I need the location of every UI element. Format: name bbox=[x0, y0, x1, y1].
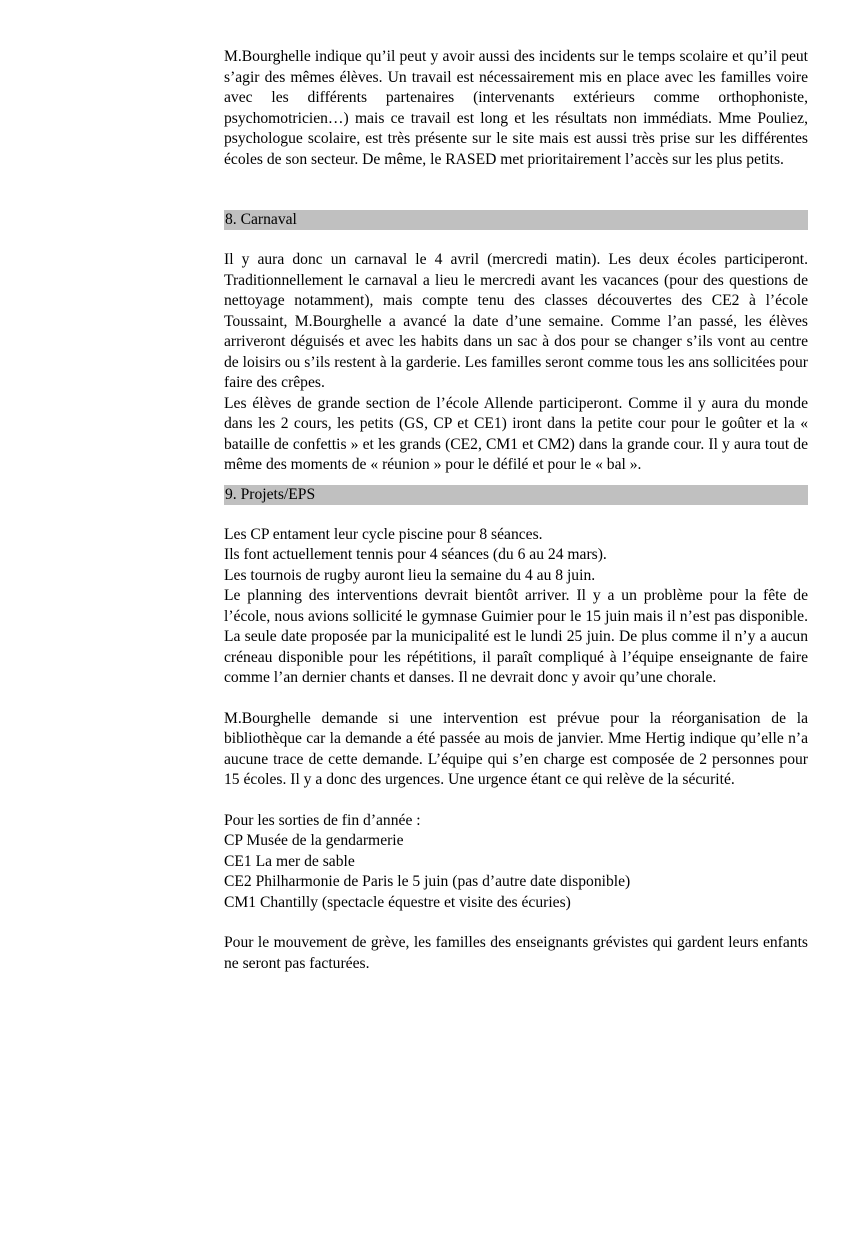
carnaval-paragraph-1: Il y aura donc un carnaval le 4 avril (mercredi matin). Les deux écoles participeront. Traditionnellement le carnaval a lieu le mercredi avant les vacances (pour des questions de nettoyage notamment), mais compte tenu des classes découvertes des CE2 à l’école Toussaint, M.Bourghelle a avancé la date d’une semaine. Comme l’an passé, les élèves arriveront déguisés et avec les habits dans un sac à dos pour se changer s’ils vont au centre de loisirs ou s’ils restent à la garderie. Les familles seront comme tous les ans sollicitées pour faire des crêpes. bbox=[224, 251, 808, 391]
eps-line: Les CP entament leur cycle piscine pour 8 séances. bbox=[224, 525, 543, 543]
sortie-item: CM1 Chantilly (spectacle équestre et visite des écuries) bbox=[224, 893, 571, 911]
bibliotheque-paragraph: M.Bourghelle demande si une intervention est prévue pour la réorganisation de la bibliothèque car la demande a été passée au mois de janvier. Mme Hertig indique qu’elle n’a aucune trace de cette demande. L’équipe qui s’en charge est composée de 2 personnes pour 15 écoles. Il y a donc des urgences. Une urgence étant ce qui relève de la sécurité. bbox=[224, 709, 808, 788]
sortie-item: CP Musée de la gendarmerie bbox=[224, 832, 404, 849]
eps-line: Les tournois de rugby auront lieu la semaine du 4 au 8 juin. bbox=[224, 566, 596, 584]
carnaval-paragraph-2: Les élèves de grande section de l’école Allende participeront. Comme il y aura du monde dans les 2 cours, les petits (GS, CP et CE1) iront dans la petite cour pour le goûter et la « bataille de confettis » et les grands (CE2, CM1 et CM2) dans la grande cour. Il y aura tout de même des moments de « réunion » pour le défilé et pour le « bal ». bbox=[224, 394, 808, 473]
sorties-title: Pour les sorties de fin d’année : bbox=[224, 811, 421, 829]
eps-activities-list bbox=[224, 525, 808, 587]
sortie-item: CE1 La mer de sable bbox=[224, 852, 355, 870]
document-page bbox=[224, 47, 808, 974]
sorties-list bbox=[224, 811, 808, 914]
section-heading-carnaval: 8. Carnaval bbox=[224, 210, 808, 230]
greve-paragraph: Pour le mouvement de grève, les familles des enseignants grévistes qui gardent leurs enfants ne seront pas facturées. bbox=[224, 934, 808, 972]
planning-paragraph: Le planning des interventions devrait bientôt arriver. Il y a un problème pour la fête de l’école, nous avions sollicité le gymnase Guimier pour le 15 juin mais il n’est pas disponible. La seule date proposée par la municipalité est le lundi 25 juin. De plus comme il n’y a aucun créneau disponible pour les répétitions, il paraît compliqué à l’équipe enseignante de faire comme l’an dernier chants et danses. Il ne devrait donc y avoir qu’une chorale. bbox=[224, 587, 808, 686]
sortie-item: CE2 Philharmonie de Paris le 5 juin (pas d’autre date disponible) bbox=[224, 873, 631, 890]
section-heading-projets-eps: 9. Projets/EPS bbox=[224, 485, 808, 505]
eps-line: Ils font actuellement tennis pour 4 séances (du 6 au 24 mars). bbox=[224, 546, 607, 563]
intro-paragraph: M.Bourghelle indique qu’il peut y avoir aussi des incidents sur le temps scolaire et qu’il peut s’agir des mêmes élèves. Un travail est nécessairement mis en place avec les familles voire avec les différents partenaires (intervenants extérieurs comme orthophoniste, psychomotricien…) mais ce travail est long et les résultats non immédiats. Mme Pouliez, psychologue scolaire, est très présente sur le site mais est aussi très prise sur les différentes écoles de son secteur. De même, le RASED met prioritairement l’accès sur les plus petits. bbox=[224, 48, 808, 168]
